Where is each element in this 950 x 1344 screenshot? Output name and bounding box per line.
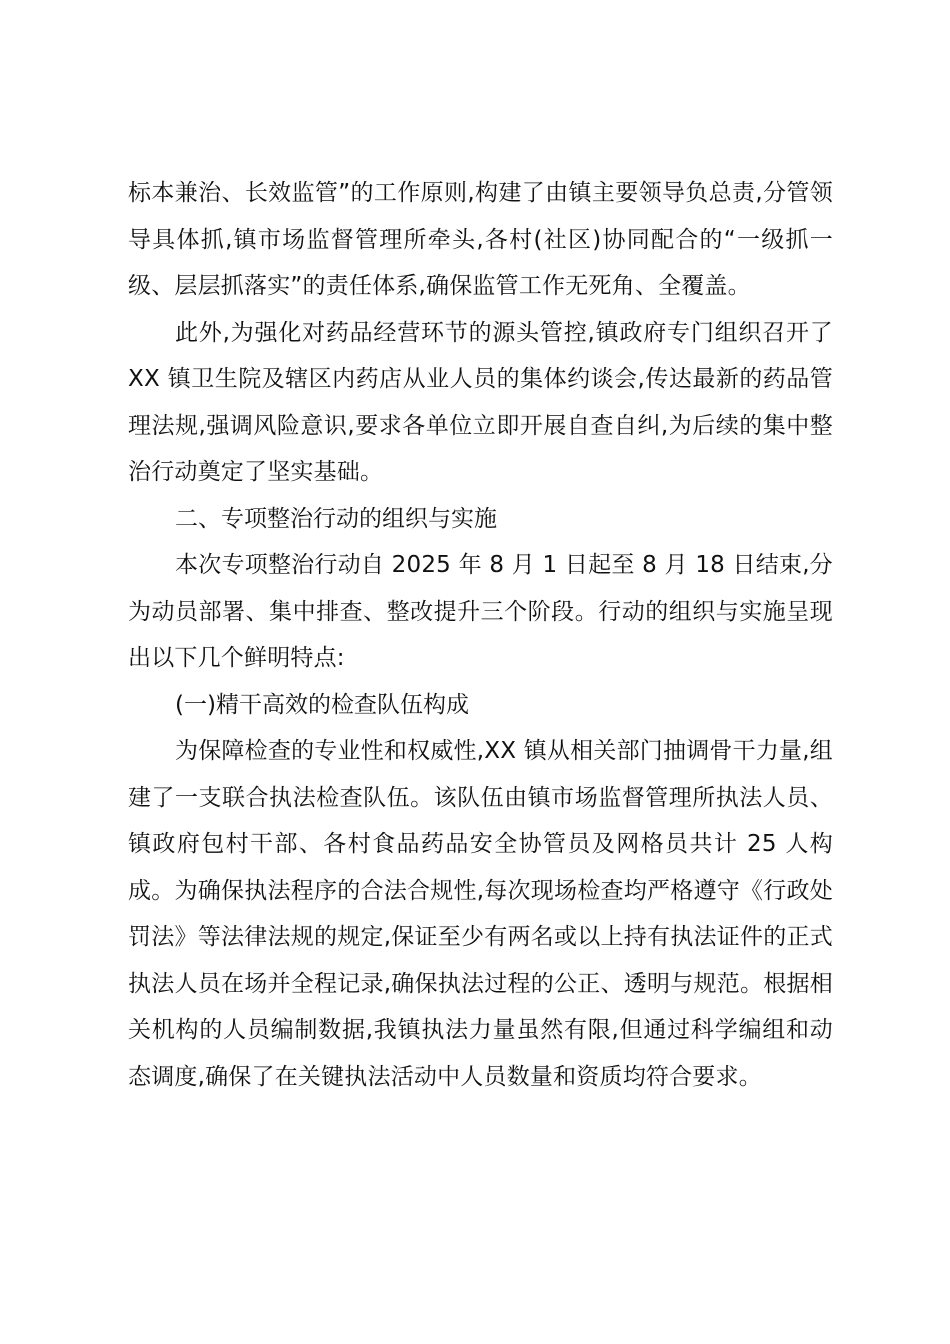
paragraph-campaign-timeline: 本次专项整治行动自 2025 年 8 月 1 日起至 8 月 18 日结束,分为动员部署、集中排查、整改提升三个阶段。行动的组织与实施呈现出以下几个鲜明特点: [128,552,833,671]
document-page [128,170,833,1100]
subsection-heading-inspection-team: (一)精干高效的检查队伍构成 [175,691,469,718]
paragraph-responsibility-system: 标本兼治、长效监管”的工作原则,构建了由镇主要领导负总责,分管领导具体抓,镇市场监督管理所牵头,各村(社区)协同配合的“一级抓一级、层层抓落实”的责任体系,确保监管工作无死角、全覆盖。 [128,180,834,299]
paragraph-inspection-team: 为保障检查的专业性和权威性,XX 镇从相关部门抽调骨干力量,组建了一支联合执法检查队伍。该队伍由镇市场监督管理所执法人员、镇政府包村干部、各村食品药品安全协管员及网格员共计 25 人构成。为确保执法程序的合法合规性,每次现场检查均严格遵守《行政处罚法》等法律法规的规定,保证至少有两名或以上持有执法证件的正式执法人员在场并全程记录,确保执法过程的公正、透明与规范。根据相关机构的人员编制数据,我镇执法力量虽然有限,但通过科学编组和动态调度,确保了在关键执法活动中人员数量和资质均符合要求。 [128,738,833,1090]
section-heading-organization: 二、专项整治行动的组织与实施 [175,505,497,532]
paragraph-pharmacy-interview: 此外,为强化对药品经营环节的源头管控,镇政府专门组织召开了 XX 镇卫生院及辖区内药店从业人员的集体约谈会,传达最新的药品管理法规,强调风险意识,要求各单位立即开展自查自纠,为后续的集中整治行动奠定了坚实基础。 [128,319,833,485]
